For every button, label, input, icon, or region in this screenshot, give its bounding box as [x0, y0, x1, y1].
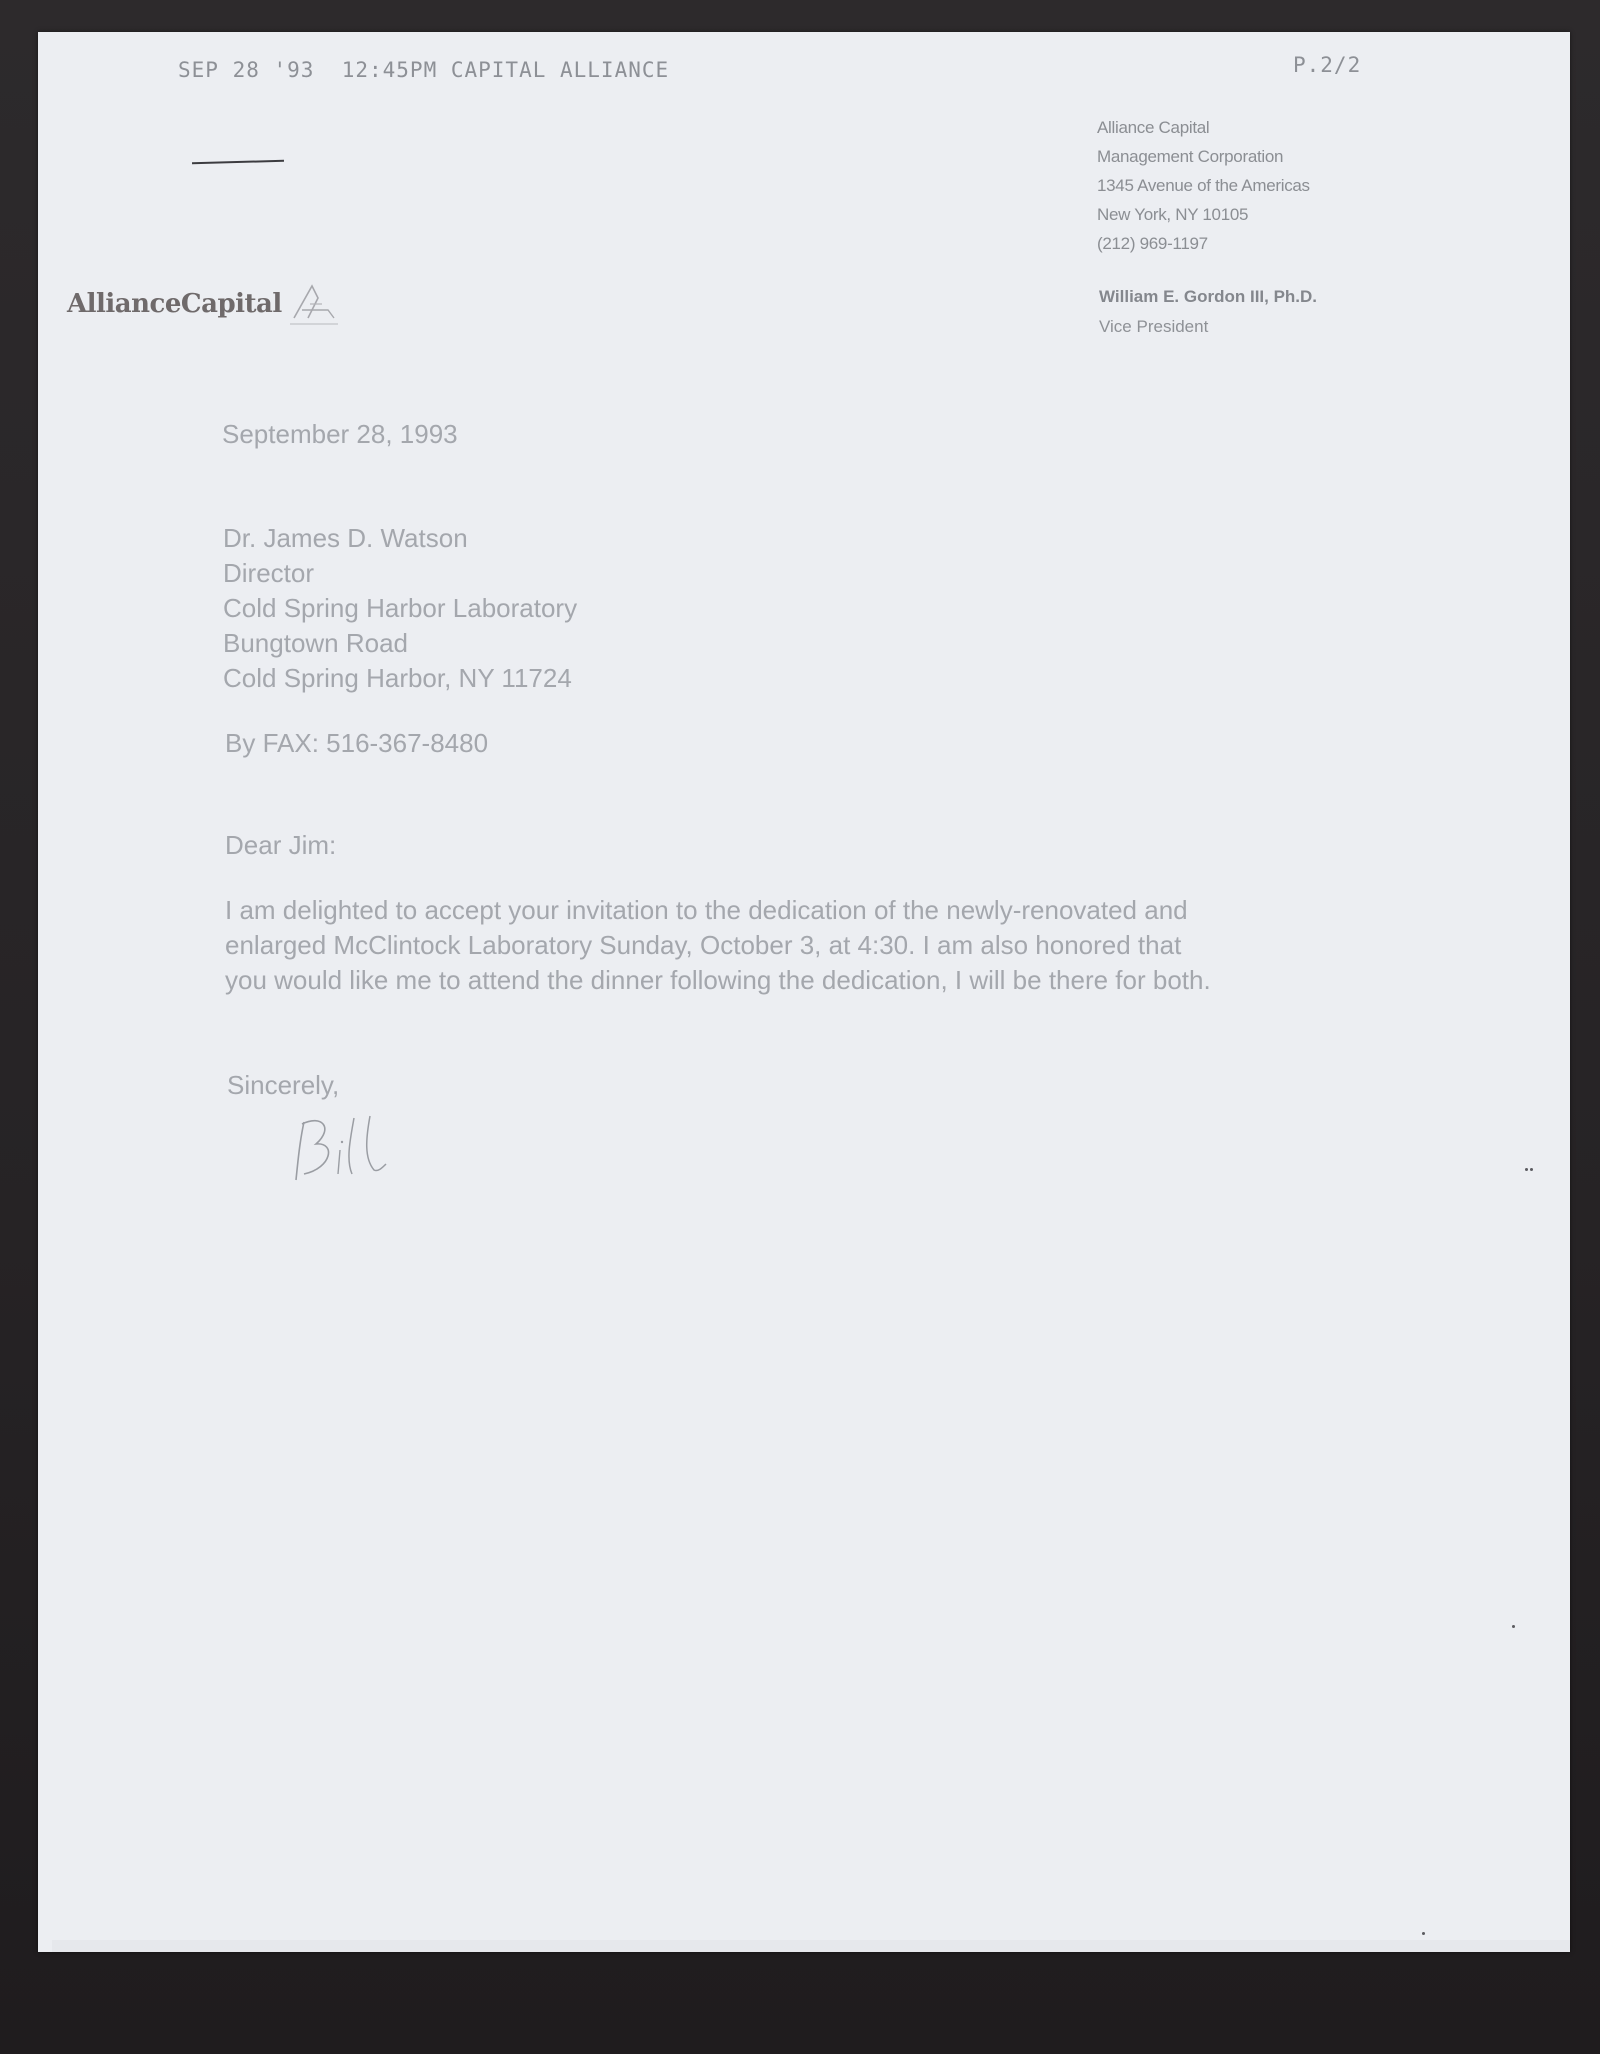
- address-line: (212) 969-1197: [1097, 234, 1208, 253]
- recipient-line: Director: [223, 558, 315, 588]
- recipient-line: Dr. James D. Watson: [223, 523, 468, 553]
- fax-number-line: By FAX: 516-367-8480: [225, 728, 489, 758]
- body-line: I am delighted to accept your invitation to the dedication of the newly-renovated and: [225, 895, 1188, 925]
- letter-body: [225, 893, 1405, 998]
- salutation: Dear Jim:: [225, 830, 337, 860]
- company-logo-icon: [288, 280, 340, 326]
- address-line: Management Corporation: [1097, 147, 1284, 166]
- paper-speck: [1512, 1625, 1515, 1628]
- body-line: you would like me to attend the dinner following the dedication, I will be there for both.: [225, 965, 1211, 995]
- address-line: 1345 Avenue of the Americas: [1097, 176, 1310, 195]
- body-line: enlarged McClintock Laboratory Sunday, October 3, at 4:30. I am also honored that: [225, 930, 1182, 960]
- letter-date: September 28, 1993: [222, 419, 458, 449]
- recipient-address: [223, 521, 577, 696]
- closing: Sincerely,: [227, 1070, 340, 1100]
- fax-transmission-header: SEP 28 '93 12:45PM CAPITAL ALLIANCE: [178, 58, 670, 82]
- recipient-line: Cold Spring Harbor Laboratory: [223, 593, 578, 623]
- recipient-line: Cold Spring Harbor, NY 11724: [223, 663, 572, 693]
- signer-name: William E. Gordon III, Ph.D.: [1099, 287, 1318, 306]
- paper-speck: [1530, 1168, 1533, 1171]
- company-logo-text: AllianceCapital: [67, 289, 282, 319]
- address-line: Alliance Capital: [1097, 118, 1210, 137]
- address-line: New York, NY 10105: [1097, 205, 1249, 224]
- letterhead-address: [1097, 113, 1310, 258]
- paper-speck: [1422, 1932, 1425, 1935]
- recipient-line: Bungtown Road: [223, 628, 409, 658]
- signer-title: Vice President: [1099, 317, 1209, 336]
- page-bottom-edge: [52, 1940, 1570, 1952]
- handwritten-signature: [282, 1110, 402, 1190]
- fax-page-number: P.2/2: [1293, 53, 1362, 77]
- paper-speck: [1525, 1168, 1528, 1171]
